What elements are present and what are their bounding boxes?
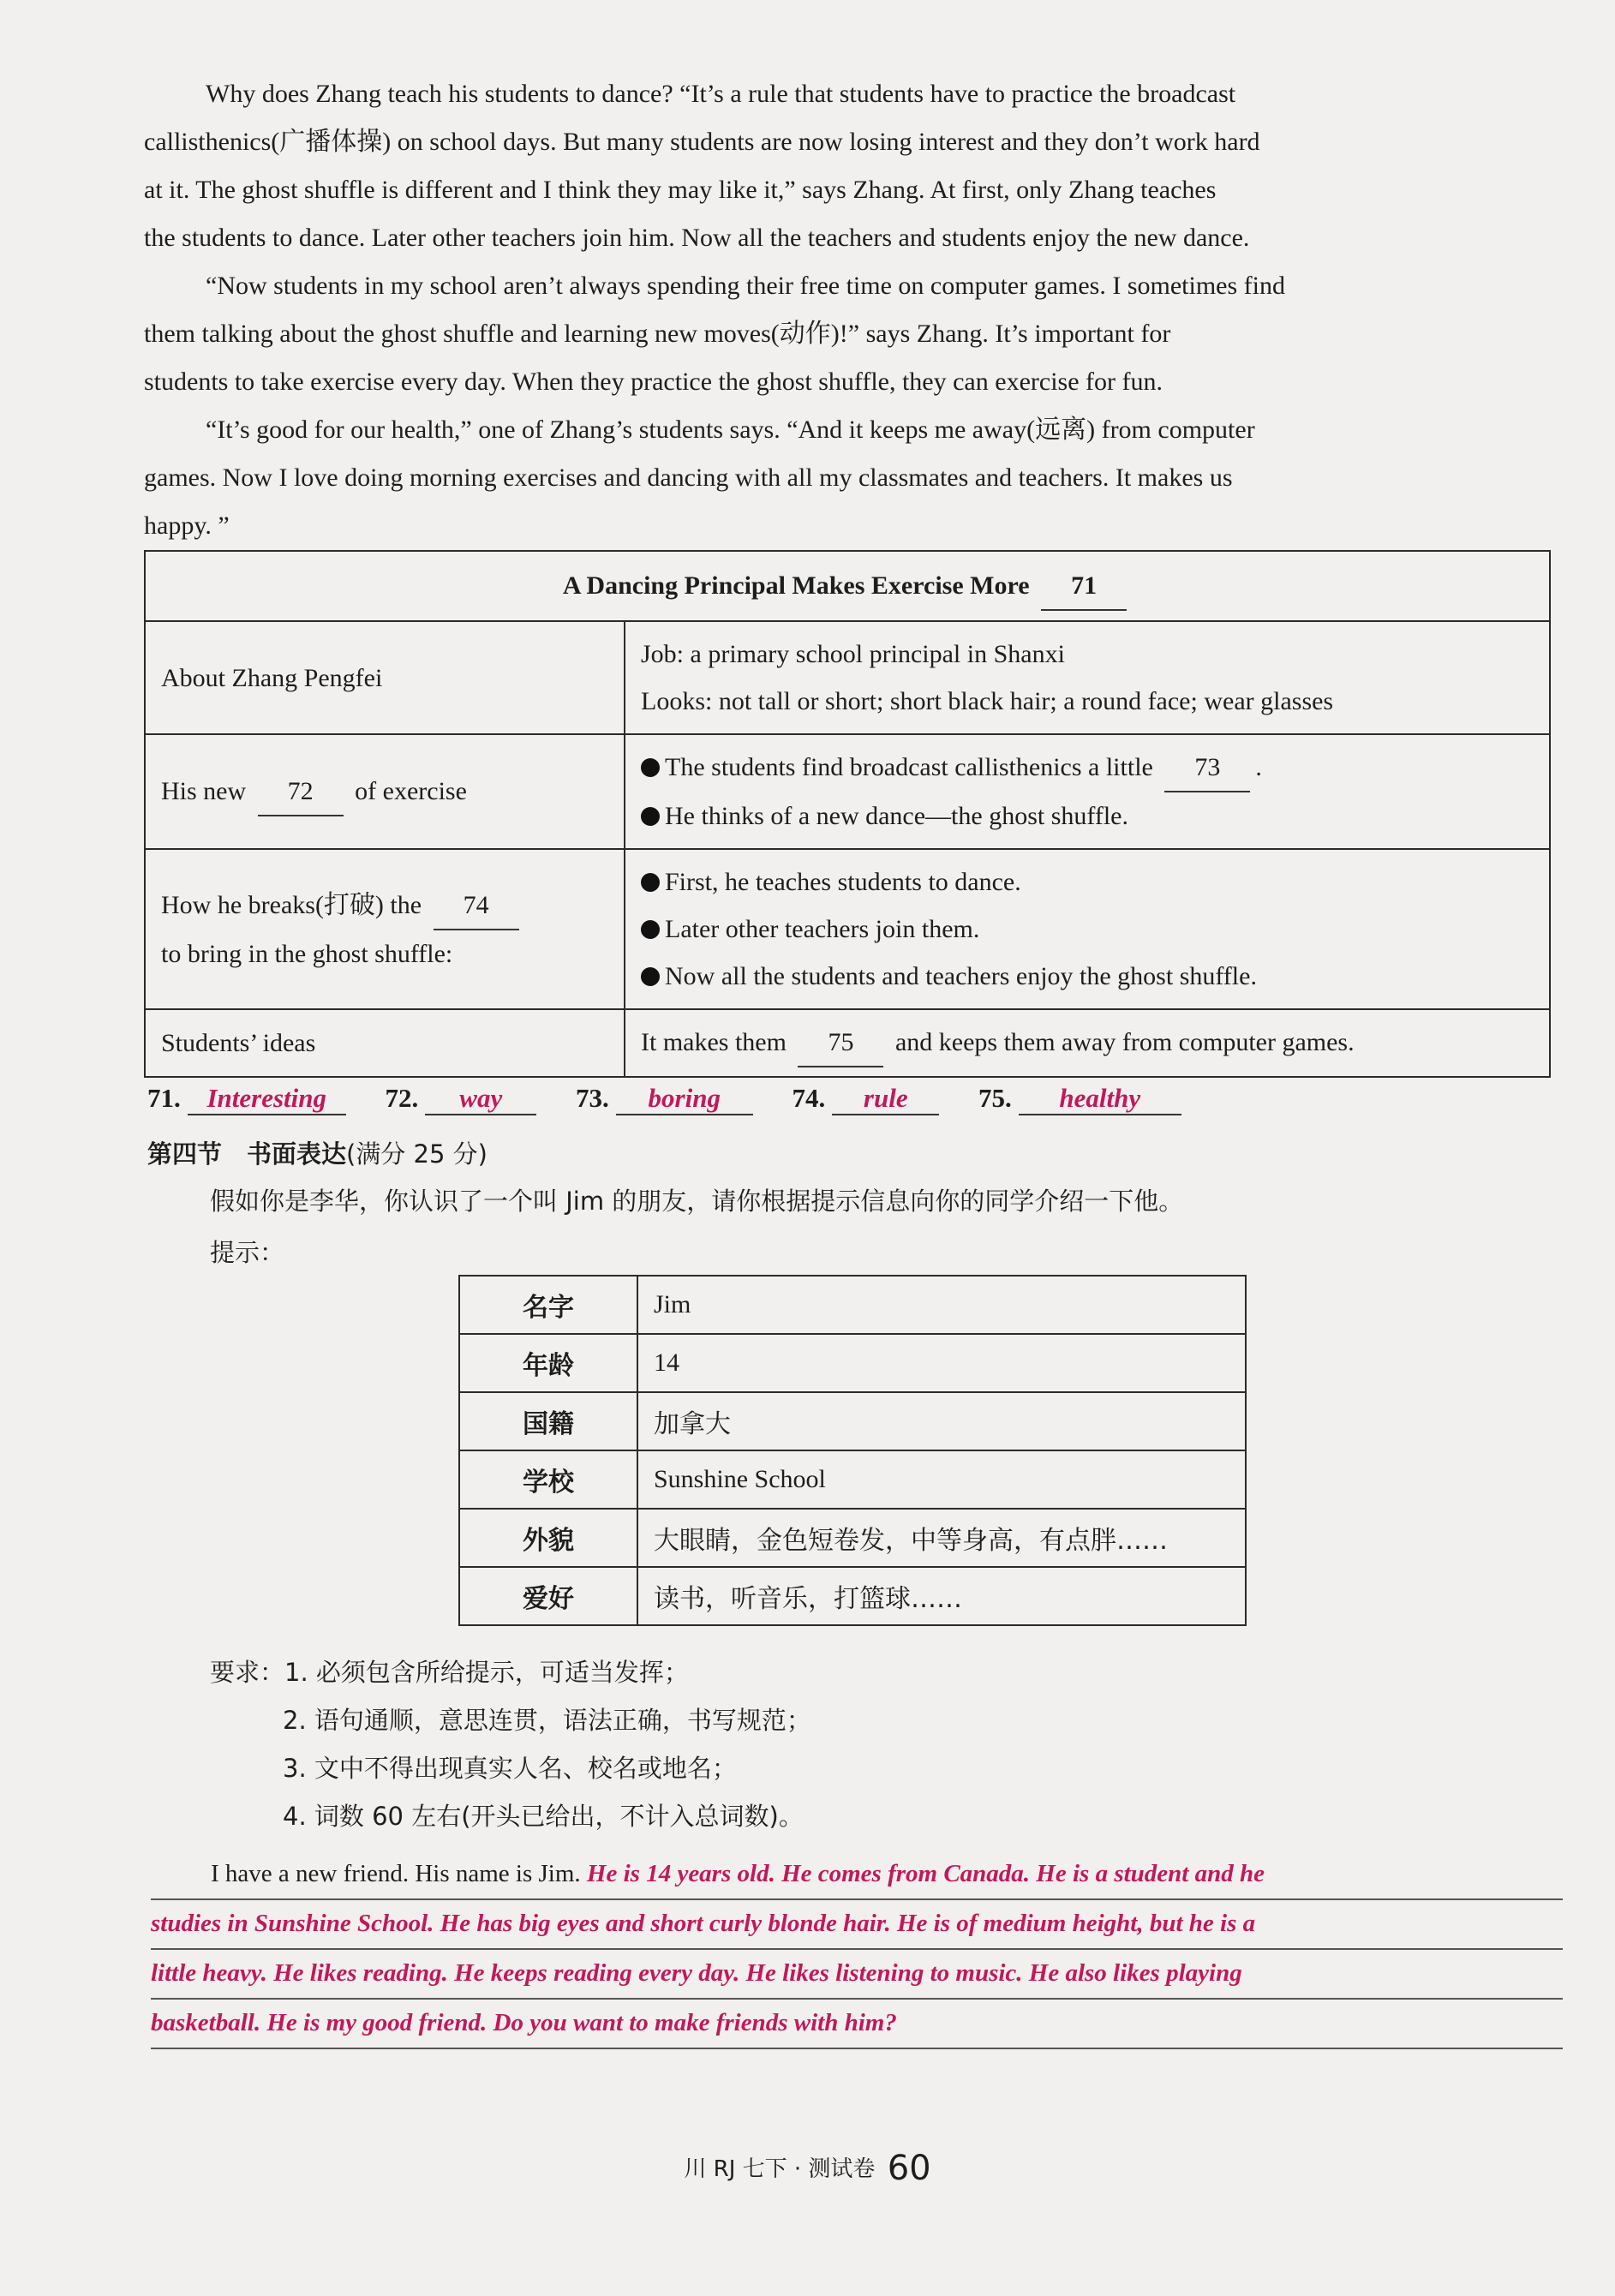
requirement-2: 2. 语句通顺，意思连贯，语法正确，书写规范； bbox=[283, 1706, 811, 1735]
job-text: Job: a primary school principal in Shanxi bbox=[641, 640, 1065, 668]
answer-71: 71. Interesting bbox=[147, 1083, 346, 1115]
info-table bbox=[458, 1275, 1247, 1626]
row-content-ideas bbox=[625, 1009, 1550, 1077]
bullet-icon bbox=[641, 758, 660, 777]
row-label-text: Students’ ideas bbox=[161, 1029, 316, 1057]
bullet-icon bbox=[641, 807, 660, 826]
table-title bbox=[145, 551, 1550, 621]
passage-line: them talking about the ghost shuffle and learning new moves(动作)!” says Zhang. It’s important for bbox=[144, 320, 1171, 348]
passage-line: the students to dance. Later other teachers join him. Now all the teachers and students enjoy the new dance. bbox=[144, 224, 1250, 252]
passage-line: callisthenics(广播体操) on school days. But many students are now losing interest and they don’t work hard bbox=[144, 128, 1260, 156]
answer-text: healthy bbox=[1019, 1083, 1181, 1115]
table-row bbox=[145, 1009, 1550, 1077]
passage-paragraph-3 bbox=[144, 406, 1549, 454]
essay-answer bbox=[151, 1851, 1563, 2049]
answer-74: 74. rule bbox=[793, 1083, 940, 1115]
blank-72: 72 bbox=[258, 768, 344, 816]
reading-summary-table bbox=[144, 550, 1551, 1078]
essay-handwriting: He is 14 years old. He comes from Canada. He is a student and he bbox=[586, 1860, 1265, 1887]
bullet-text: First, he teaches students to dance. bbox=[665, 868, 1021, 896]
looks-text: Looks: not tall or short; short black hair; a round face; wear glasses bbox=[641, 687, 1334, 715]
info-value: 大眼睛，金色短卷发，中等身高，有点胖…… bbox=[637, 1509, 1246, 1567]
essay-start: I have a new friend. His name is Jim. bbox=[211, 1860, 581, 1887]
table-row bbox=[459, 1509, 1246, 1567]
passage-paragraph-3-cont bbox=[144, 454, 1549, 550]
label-post: to bring in the ghost shuffle: bbox=[161, 939, 453, 968]
passage-line: students to take exercise every day. When they practice the ghost shuffle, they can exercise for fun. bbox=[144, 368, 1163, 396]
section-name: 第四节 书面表达 bbox=[147, 1139, 347, 1169]
essay-line: studies in Sunshine School. He has big eyes and short curly blonde hair. He is of medium height, but he is a bbox=[151, 1900, 1563, 1950]
passage-paragraph-2-cont bbox=[144, 310, 1549, 406]
section-title bbox=[147, 1135, 487, 1170]
info-value: 加拿大 bbox=[637, 1392, 1246, 1450]
footer-text: 川 RJ 七下 · 测试卷 bbox=[684, 2156, 876, 2182]
table-row bbox=[145, 621, 1550, 734]
passage-line: at it. The ghost shuffle is different and I think they may like it,” says Zhang. At first, only Zhang teaches bbox=[144, 176, 1217, 204]
bullet-text: Now all the students and teachers enjoy the ghost shuffle. bbox=[665, 962, 1257, 990]
requirement-3: 3. 文中不得出现真实人名、校名或地名； bbox=[283, 1754, 737, 1783]
answer-73: 73. boring bbox=[576, 1083, 753, 1115]
passage-line: “Now students in my school aren’t always spending their free time on computer games. I sometimes find bbox=[206, 272, 1285, 300]
bullet-icon bbox=[641, 873, 660, 892]
table-row bbox=[459, 1276, 1246, 1334]
row-content-new bbox=[625, 734, 1550, 849]
requirement-1: 要求：1. 必须包含所给提示，可适当发挥； bbox=[210, 1658, 689, 1687]
writing-prompt: 假如你是李华，你认识了一个叫 Jim 的朋友，请你根据提示信息向你的同学介绍一下他。 bbox=[210, 1187, 1184, 1216]
label-pre: His new bbox=[161, 776, 247, 805]
row-content-about bbox=[625, 621, 1550, 734]
table-row bbox=[459, 1334, 1246, 1392]
passage-paragraph-2 bbox=[144, 262, 1549, 310]
row-label-breaks bbox=[145, 849, 625, 1009]
bullet-line bbox=[641, 744, 1534, 792]
table-row bbox=[459, 1392, 1246, 1450]
label-post: of exercise bbox=[355, 776, 467, 805]
bullet-text: The students find broadcast callisthenics a little bbox=[665, 753, 1153, 781]
answer-75: 75. healthy bbox=[978, 1083, 1181, 1115]
passage-paragraph-1-cont bbox=[144, 118, 1549, 262]
page-footer bbox=[0, 2149, 1615, 2188]
row-label-new bbox=[145, 734, 625, 849]
info-key: 爱好 bbox=[459, 1567, 637, 1625]
requirement-4: 4. 词数 60 左右(开头已给出，不计入总词数)。 bbox=[283, 1802, 804, 1831]
info-key: 国籍 bbox=[459, 1392, 637, 1450]
essay-line bbox=[151, 1851, 1563, 1900]
ideas-post: and keeps them away from computer games. bbox=[894, 1028, 1355, 1056]
bullet-line bbox=[641, 953, 1534, 1000]
blank-73: 73 bbox=[1164, 744, 1250, 792]
section-score: (满分 25 分) bbox=[346, 1139, 487, 1169]
info-value: Sunshine School bbox=[637, 1450, 1246, 1509]
bullet-line bbox=[641, 858, 1534, 906]
bullet-text: Later other teachers join them. bbox=[665, 915, 980, 943]
row-label-ideas bbox=[145, 1009, 625, 1077]
table-row bbox=[145, 734, 1550, 849]
row-label-text: About Zhang Pengfei bbox=[161, 663, 383, 692]
row-label-about bbox=[145, 621, 625, 734]
essay-line: little heavy. He likes reading. He keeps reading every day. He likes listening to music. He also likes playing bbox=[151, 1950, 1563, 2000]
bullet-icon bbox=[641, 967, 660, 986]
info-value: 读书，听音乐，打篮球…… bbox=[637, 1567, 1246, 1625]
answer-72: 72. way bbox=[386, 1083, 537, 1115]
blank-75: 75 bbox=[798, 1019, 883, 1067]
page-number: 60 bbox=[887, 2149, 931, 2188]
row-content-breaks bbox=[625, 849, 1550, 1009]
info-key: 外貌 bbox=[459, 1509, 637, 1567]
bullet-line bbox=[641, 792, 1534, 840]
label-pre: How he breaks(打破) the bbox=[161, 890, 422, 919]
passage-line: Why does Zhang teach his students to dance? “It’s a rule that students have to practice the broadcast bbox=[206, 80, 1236, 108]
info-value: 14 bbox=[637, 1334, 1246, 1392]
answer-text: way bbox=[425, 1083, 536, 1115]
info-key: 年龄 bbox=[459, 1334, 637, 1392]
passage-paragraph-1 bbox=[144, 70, 1549, 118]
passage-line: “It’s good for our health,” one of Zhang’s students says. “And it keeps me away(远离) from computer bbox=[206, 416, 1255, 444]
table-row bbox=[459, 1450, 1246, 1509]
info-key: 名字 bbox=[459, 1276, 637, 1334]
answer-text: rule bbox=[832, 1083, 939, 1115]
bullet-text: He thinks of a new dance—the ghost shuffle. bbox=[665, 802, 1128, 830]
bullet-line bbox=[641, 906, 1534, 953]
blank-71: 71 bbox=[1041, 562, 1127, 611]
answer-text: boring bbox=[616, 1083, 753, 1115]
info-key: 学校 bbox=[459, 1450, 637, 1509]
answer-line bbox=[147, 1083, 1214, 1115]
table-row bbox=[145, 849, 1550, 1009]
answer-text: Interesting bbox=[188, 1083, 346, 1115]
hint-label: 提示： bbox=[210, 1238, 285, 1267]
passage-line: games. Now I love doing morning exercises and dancing with all my classmates and teachers. It makes us bbox=[144, 463, 1233, 492]
ideas-pre: It makes them bbox=[641, 1028, 787, 1056]
table-row bbox=[459, 1567, 1246, 1625]
blank-74: 74 bbox=[434, 882, 519, 930]
table-row bbox=[145, 551, 1550, 621]
period: . bbox=[1255, 753, 1262, 781]
passage-line: happy. ” bbox=[144, 511, 230, 540]
table-title-text: A Dancing Principal Makes Exercise More bbox=[562, 571, 1030, 600]
info-value: Jim bbox=[637, 1276, 1246, 1334]
bullet-icon bbox=[641, 920, 660, 939]
essay-line: basketball. He is my good friend. Do you want to make friends with him? bbox=[151, 2000, 1563, 2049]
